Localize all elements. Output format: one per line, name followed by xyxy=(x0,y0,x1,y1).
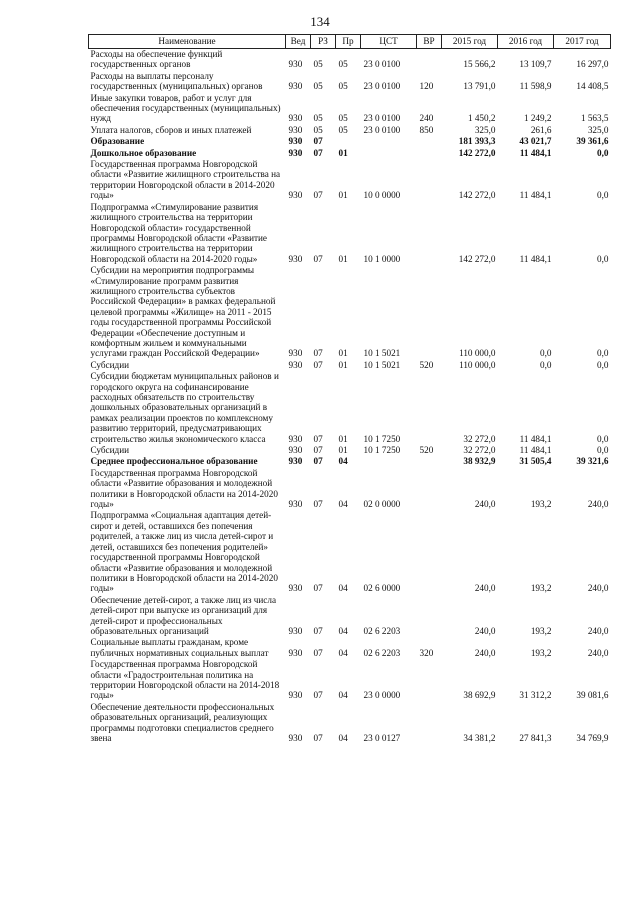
row-name: Подпрограмма «Стимулирование развития жилищного строительства на территории Новгородской области» государственной программы Новгородской области «Развитие жилищного строительства на территории Новгородской области на 2014-2020 годы» xyxy=(90,201,268,264)
row-amount-2016: 0,0 xyxy=(540,348,552,359)
row-ved: 930 xyxy=(288,136,303,147)
page-number: 134 xyxy=(310,14,330,29)
row-name: Субсидии xyxy=(90,359,130,370)
row-cst xyxy=(361,456,417,467)
row-pr: 01 xyxy=(338,433,348,444)
row-pr: 04 xyxy=(338,625,348,636)
row-amount-2016: 43 021,7 xyxy=(519,136,552,147)
row-rz: 07 xyxy=(313,348,323,359)
row-cst: 02 6 2203 xyxy=(363,647,401,658)
row-ved: 930 xyxy=(288,456,303,467)
header-2016: 2016 год xyxy=(498,35,554,49)
row-amount-2015: 15 566,2 xyxy=(463,59,496,70)
row-pr: 04 xyxy=(338,690,348,701)
row-amount-2017: 0,0 xyxy=(597,433,609,444)
row-amount-2016: 11 484,1 xyxy=(519,433,552,444)
row-ved: 930 xyxy=(288,499,303,510)
row-cst: 10 0 0000 xyxy=(363,190,401,201)
table-row xyxy=(89,49,611,71)
row-amount-2015: 240,0 xyxy=(474,625,496,636)
row-amount-2017: 240,0 xyxy=(587,499,609,510)
row-vr xyxy=(417,202,442,265)
row-amount-2017: 0,0 xyxy=(597,359,609,370)
row-pr: 01 xyxy=(338,253,348,264)
row-name: Дошкольное образование xyxy=(90,147,197,158)
row-name: Подпрограмма «Социальная адаптация детей-сирот и детей, оставшихся без попечения родителей, а также лиц из числа детей-сирот и детей, оставшихся без попечения родителей» государственной программы Новгородской области «Развитие образования и молодежной политики в Новгородской области на 2014-2020 годы» xyxy=(90,510,278,594)
row-ved: 930 xyxy=(288,113,303,124)
row-pr: 05 xyxy=(338,59,348,70)
row-amount-2015: 240,0 xyxy=(474,583,496,594)
row-vr: 850 xyxy=(419,124,434,135)
row-pr: 04 xyxy=(338,733,348,743)
table-row xyxy=(89,148,611,159)
table-row xyxy=(89,202,611,265)
row-rz: 07 xyxy=(313,647,323,658)
row-amount-2017: 14 408,5 xyxy=(576,81,609,92)
row-name: Образование xyxy=(90,136,145,147)
row-cst: 10 1 5021 xyxy=(363,359,401,370)
row-amount-2015: 38 692,9 xyxy=(463,690,496,701)
row-vr: 320 xyxy=(419,647,434,658)
budget-table xyxy=(88,34,611,744)
row-pr: 01 xyxy=(338,445,348,456)
row-vr xyxy=(417,148,442,159)
row-name: Расходы на выплаты персоналу государственных (муниципальных) органов xyxy=(90,70,263,92)
row-amount-2016: 1 249,2 xyxy=(523,113,552,124)
row-amount-2017: 1 563,5 xyxy=(580,113,609,124)
row-cst: 23 0 0000 xyxy=(363,690,401,701)
row-rz: 07 xyxy=(313,147,323,158)
row-name: Обеспечение деятельности профессиональных образовательных организаций, реализующих программы подготовки специалистов среднего звена xyxy=(90,701,275,743)
table-row xyxy=(89,468,611,511)
row-rz: 07 xyxy=(313,359,323,370)
row-rz: 05 xyxy=(313,124,323,135)
row-ved: 930 xyxy=(288,81,303,92)
row-name: Государственная программа Новгородской области «Развитие образования и молодежной политики в Новгородской области на 2014-2020 годы» xyxy=(90,467,278,510)
table-row xyxy=(89,93,611,125)
row-name: Государственная программа Новгородской области «Развитие жилищного строительства на территории Новгородской области в 2014-2020 годы» xyxy=(90,159,281,201)
row-amount-2016: 11 598,9 xyxy=(519,81,552,92)
row-name: Расходы на обеспечение функций государственных органов xyxy=(90,49,223,70)
row-ved: 930 xyxy=(288,253,303,264)
row-pr: 05 xyxy=(338,124,348,135)
row-amount-2015: 13 791,0 xyxy=(463,81,496,92)
row-name: Иные закупки товаров, работ и услуг для обеспечения государственных (муниципальных) нужд xyxy=(90,92,281,124)
row-ved: 930 xyxy=(288,445,303,456)
row-amount-2015: 34 381,2 xyxy=(463,733,496,743)
row-amount-2016: 31 505,4 xyxy=(519,456,552,467)
row-rz: 07 xyxy=(313,136,323,147)
row-amount-2016: 193,2 xyxy=(530,647,552,658)
row-cst: 10 1 0000 xyxy=(363,253,401,264)
row-pr: 01 xyxy=(338,348,348,359)
row-rz: 07 xyxy=(313,253,323,264)
row-vr: 520 xyxy=(419,445,434,456)
row-cst: 02 6 0000 xyxy=(363,583,401,594)
row-ved: 930 xyxy=(288,147,303,158)
row-pr: 01 xyxy=(338,359,348,370)
row-amount-2015: 181 393,3 xyxy=(458,136,496,147)
header-name: Наименование xyxy=(89,35,286,49)
row-vr xyxy=(417,702,442,745)
row-pr: 05 xyxy=(338,113,348,124)
row-pr: 04 xyxy=(338,499,348,510)
row-amount-2015: 240,0 xyxy=(474,647,496,658)
table-row xyxy=(89,71,611,93)
row-vr: 120 xyxy=(419,81,434,92)
row-amount-2016: 11 484,1 xyxy=(519,147,552,158)
row-cst xyxy=(361,148,417,159)
row-ved: 930 xyxy=(288,583,303,594)
row-ved: 930 xyxy=(288,348,303,359)
row-cst: 02 6 2203 xyxy=(363,625,401,636)
row-amount-2017: 0,0 xyxy=(597,190,609,201)
row-name: Субсидии на мероприятия подпрограммы «Стимулирование программ развития жилищного строительства субъектов Российской Федерации» в рамках федеральной целевой программы «Жилище» на 2011 - 2015 годы государственной программы Российской Федерации «Обеспечение доступным и комфортным жильем и коммунальными услугами граждан Российской Федерации» xyxy=(90,265,276,359)
row-amount-2015: 142 272,0 xyxy=(458,190,496,201)
row-name: Субсидии бюджетам муниципальных районов и городского округа на софинансирование расходных обязательств по строительству дошкольных образовательных организаций в рамках реализации проектов по комплексному развитию территорий, предусматривающих строительство жилья экономического класса xyxy=(90,371,279,444)
table-row xyxy=(89,510,611,594)
row-rz: 07 xyxy=(313,456,323,467)
row-amount-2016: 13 109,7 xyxy=(519,59,552,70)
row-amount-2016: 193,2 xyxy=(530,499,552,510)
row-vr: 520 xyxy=(419,359,434,370)
table-row xyxy=(89,136,611,147)
row-amount-2017: 0,0 xyxy=(597,445,609,456)
row-amount-2017: 34 769,9 xyxy=(576,733,609,743)
row-cst: 23 0 0100 xyxy=(363,113,401,124)
row-name: Среднее профессиональное образование xyxy=(90,456,258,467)
table-row xyxy=(89,595,611,638)
row-vr xyxy=(417,136,442,147)
header-rz: РЗ xyxy=(311,35,336,49)
row-amount-2016: 193,2 xyxy=(530,625,552,636)
table-row xyxy=(89,360,611,371)
row-rz: 07 xyxy=(313,625,323,636)
row-name: Субсидии xyxy=(90,445,130,456)
row-rz: 07 xyxy=(313,690,323,701)
row-rz: 05 xyxy=(313,81,323,92)
row-pr: 05 xyxy=(338,81,348,92)
table-row xyxy=(89,265,611,360)
row-amount-2016: 11 484,1 xyxy=(519,253,552,264)
row-ved: 930 xyxy=(288,59,303,70)
row-pr: 04 xyxy=(338,647,348,658)
row-name: Социальные выплаты гражданам, кроме публичных нормативных социальных выплат xyxy=(90,637,269,658)
row-amount-2017: 16 297,0 xyxy=(576,59,609,70)
row-rz: 07 xyxy=(313,499,323,510)
table-body xyxy=(89,49,611,745)
row-ved: 930 xyxy=(288,690,303,701)
table-row xyxy=(89,125,611,136)
table-row xyxy=(89,702,611,745)
row-cst: 23 0 0100 xyxy=(363,81,401,92)
row-amount-2015: 1 450,2 xyxy=(467,113,496,124)
header-2017: 2017 год xyxy=(554,35,611,49)
row-pr: 04 xyxy=(338,456,348,467)
table-row xyxy=(89,637,611,659)
row-amount-2016: 193,2 xyxy=(530,583,552,594)
row-amount-2015: 38 932,9 xyxy=(463,456,496,467)
table-header-row xyxy=(89,35,611,49)
row-amount-2015: 32 272,0 xyxy=(463,433,496,444)
row-amount-2015: 142 272,0 xyxy=(458,147,496,158)
row-ved: 930 xyxy=(288,359,303,370)
row-ved: 930 xyxy=(288,733,303,743)
row-cst: 23 0 0127 xyxy=(363,733,401,743)
table-row xyxy=(89,659,611,702)
row-cst xyxy=(361,136,417,147)
row-rz: 07 xyxy=(313,445,323,456)
header-2015: 2015 год xyxy=(442,35,498,49)
row-amount-2017: 0,0 xyxy=(597,348,609,359)
row-ved: 930 xyxy=(288,190,303,201)
row-amount-2016: 0,0 xyxy=(540,359,552,370)
row-pr: 04 xyxy=(338,583,348,594)
row-rz: 07 xyxy=(313,190,323,201)
table-row xyxy=(89,445,611,456)
row-amount-2017: 240,0 xyxy=(587,647,609,658)
row-ved: 930 xyxy=(288,124,303,135)
row-rz: 07 xyxy=(313,433,323,444)
row-vr xyxy=(417,510,442,594)
row-amount-2016: 27 841,3 xyxy=(519,733,552,743)
row-vr xyxy=(417,595,442,638)
row-pr xyxy=(336,136,361,147)
row-vr xyxy=(417,468,442,511)
row-amount-2015: 142 272,0 xyxy=(458,253,496,264)
row-ved: 930 xyxy=(288,647,303,658)
row-pr: 01 xyxy=(338,190,348,201)
row-amount-2017: 240,0 xyxy=(587,583,609,594)
row-amount-2015: 110 000,0 xyxy=(459,359,496,370)
row-amount-2017: 240,0 xyxy=(587,625,609,636)
row-cst: 23 0 0100 xyxy=(363,59,401,70)
row-amount-2016: 11 484,1 xyxy=(519,445,552,456)
row-pr: 01 xyxy=(338,147,348,158)
row-name: Уплата налогов, сборов и иных платежей xyxy=(90,124,252,135)
row-rz: 05 xyxy=(313,59,323,70)
row-vr: 240 xyxy=(419,113,434,124)
row-amount-2017: 325,0 xyxy=(587,124,609,135)
row-amount-2015: 240,0 xyxy=(474,499,496,510)
row-cst: 10 1 7250 xyxy=(363,433,401,444)
row-name: Обеспечение детей-сирот, а также лиц из числа детей-сирот при выпуске из организаций для детей-сирот и профессиональных образовательных организаций xyxy=(90,594,277,636)
row-ved: 930 xyxy=(288,433,303,444)
row-amount-2017: 39 361,6 xyxy=(576,136,609,147)
row-cst: 10 1 5021 xyxy=(363,348,401,359)
row-cst: 23 0 0100 xyxy=(363,124,401,135)
row-vr xyxy=(417,456,442,467)
row-cst: 02 0 0000 xyxy=(363,499,401,510)
row-amount-2017: 39 321,6 xyxy=(576,456,609,467)
table-row xyxy=(89,456,611,467)
row-vr xyxy=(417,159,442,202)
header-ved: Вед xyxy=(286,35,311,49)
row-amount-2017: 0,0 xyxy=(597,147,609,158)
row-amount-2015: 110 000,0 xyxy=(459,348,496,359)
table-row xyxy=(89,159,611,202)
row-rz: 07 xyxy=(313,733,323,743)
row-vr xyxy=(417,265,442,360)
row-name: Государственная программа Новгородской области «Градостроительная политика на территории Новгородской области на 2014-2018 годы» xyxy=(90,659,280,701)
row-amount-2016: 11 484,1 xyxy=(519,190,552,201)
row-rz: 05 xyxy=(313,113,323,124)
header-pr: Пр xyxy=(336,35,361,49)
table-row xyxy=(89,371,611,445)
row-ved: 930 xyxy=(288,625,303,636)
row-amount-2015: 325,0 xyxy=(474,124,496,135)
header-vr: ВР xyxy=(417,35,442,49)
row-amount-2016: 31 312,2 xyxy=(519,690,552,701)
row-vr xyxy=(417,659,442,702)
header-cst: ЦСТ xyxy=(361,35,417,49)
row-amount-2017: 39 081,6 xyxy=(576,690,609,701)
row-amount-2016: 261,6 xyxy=(530,124,552,135)
row-amount-2017: 0,0 xyxy=(597,253,609,264)
row-cst: 10 1 7250 xyxy=(363,445,401,456)
row-vr xyxy=(417,49,442,71)
row-rz: 07 xyxy=(313,583,323,594)
row-amount-2015: 32 272,0 xyxy=(463,445,496,456)
row-vr xyxy=(417,371,442,445)
